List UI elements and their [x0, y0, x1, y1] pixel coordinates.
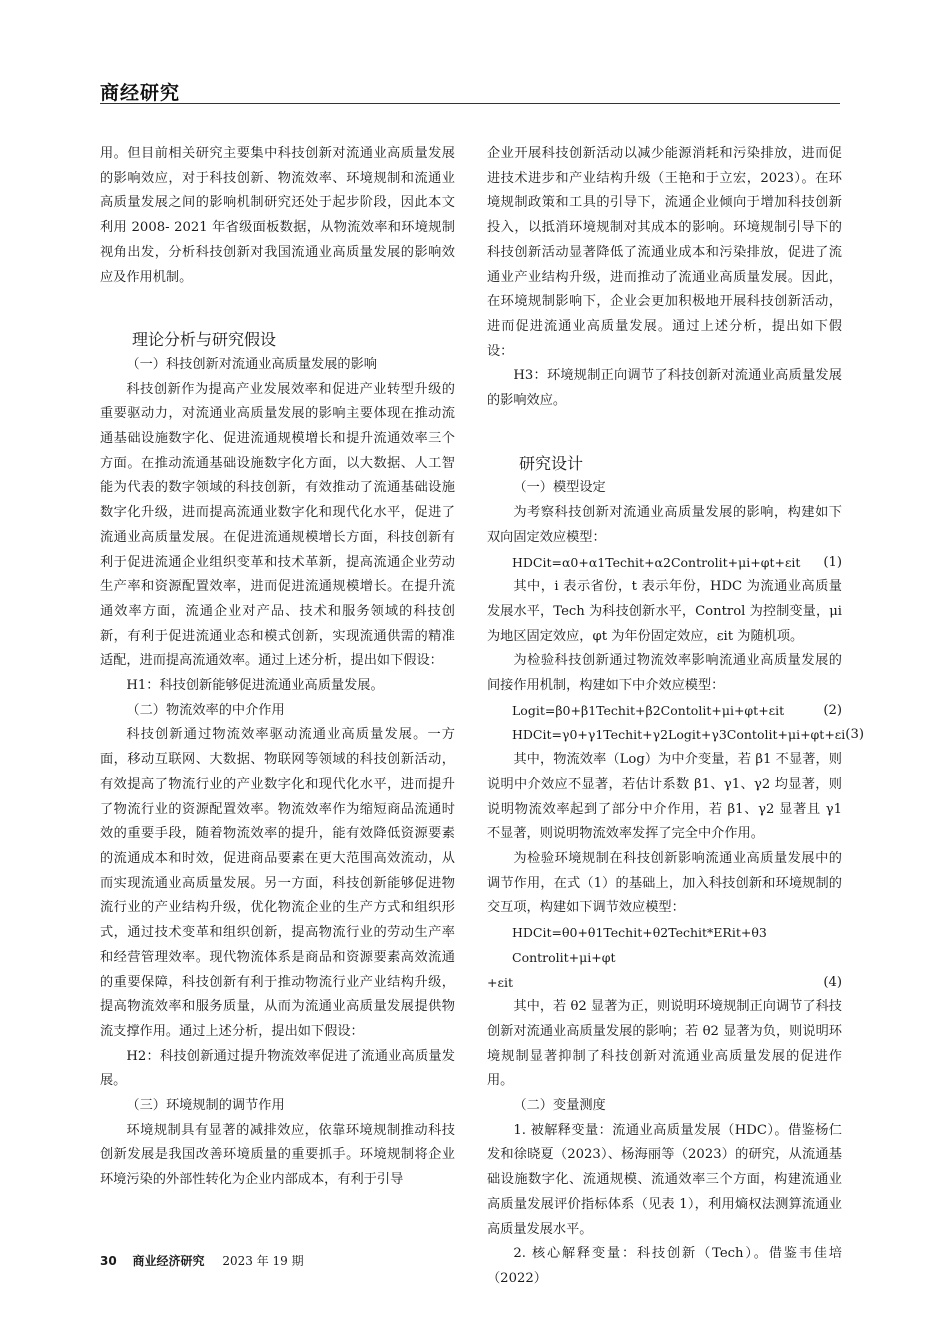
equation-text: Logit=β0+β1Techit+β2Contolit+μi+φt+εit: [512, 702, 785, 718]
hypothesis-h3: H3：环境规制正向调节了科技创新对流通业高质量发展的影响效应。: [487, 368, 842, 409]
equation-3: [487, 723, 864, 748]
body-paragraph: 为考察科技创新对流通业高质量发展的影响，构建如下双向固定效应模型：: [487, 505, 842, 545]
equation-number: (4): [823, 974, 842, 990]
section-heading-theory: 理论分析与研究假设: [132, 330, 277, 350]
subsection-heading-variables: （二）变量测度: [513, 1098, 606, 1114]
body-paragraph: 其中，若 θ2 显著为正，则说明环境规制正向调节了科技创新对流通业高质量发展的影响；若 θ2 显著为负，则说明环境规制显著抑制了科技创新对流通业高质量发展的促进作用。: [487, 999, 842, 1089]
equation-text: HDCit=γ0+γ1Techit+γ2Logit+γ3Contolit+μi+φt+εi: [512, 727, 846, 743]
body-paragraph: 科技创新通过物流效率驱动流通业高质量发展。一方面，移动互联网、大数据、物联网等领域的科技创新活动，有效提高了物流行业的产业数字化和现代化水平，进而提升了物流行业的资源配置效率。物流效率作为缩短商品流通时效的重要手段，随着物流效率的提升，能有效降低资源要素的流通成本和时效，促进商品要素在更大范围高效流动，从而实现流通业高质量发展。另一方面，科技创新能够促进物流行业的产业结构升级，优化物流企业的生产方式和组织形式，通过技术变革和组织创新，提高物流行业的劳动生产率和经营管理效率。现代物流体系是商品和资源要素高效流通的重要保障，科技创新有利于推动物流行业产业结构升级，提高物流效率和服务质量，从而为流通业高质量发展提供物流支撑作用。通过上述分析，提出如下假设：: [100, 727, 455, 1039]
section-heading-design: 研究设计: [519, 453, 584, 473]
body-paragraph: 其中，i 表示省份，t 表示年份，HDC 为流通业高质量发展水平，Tech 为科技创新水平，Control 为控制变量，μi 为地区固定效应，φt 为年份固定效应，εit 为随机项。: [487, 579, 842, 644]
subsection-heading-model: （一）模型设定: [513, 480, 606, 496]
body-paragraph: 为检验科技创新通过物流效率影响流通业高质量发展的间接作用机制，构建如下中介效应模型：: [487, 653, 842, 694]
body-paragraph: 环境规制具有显著的减排效应，依靠环境规制推动科技创新发展是我国改善环境质量的重要抓手。环境规制将企业环境污染的外部性转化为企业内部成本，有利于引导: [100, 1122, 455, 1188]
body-paragraph: 企业开展科技创新活动以减少能源消耗和污染排放，进而促进技术进步和产业结构升级（王艳和于立宏，2023）。在环境规制政策和工具的引导下，流通企业倾向于增加科技创新投入，以抵消环境规制对其成本的影响。环境规制引导下的科技创新活动显著降低了流通业成本和污染排放，促进了流通业产业结构升级，进而推动了流通业高质量发展。因此，在环境规制影响下，企业会更加积极地开展科技创新活动，进而促进流通业高质量发展。通过上述分析，提出如下假设：: [487, 146, 842, 359]
equation-4-continued: [487, 971, 842, 996]
header-divider: [100, 103, 840, 104]
left-column: [100, 142, 455, 1193]
body-paragraph: 科技创新作为提高产业发展效率和促进产业转型升级的重要驱动力，对流通业高质量发展的影响主要体现在推动流通基础设施数字化、促进流通规模增长和提升流通效率三个方面。在推动流通基础设施数字化方面，以大数据、人工智能为代表的数字领域的科技创新，有效推动了流通基础设施数字化升级，进而提高流通业数字化和现代化水平，促进了流通业高质量发展。在促进流通规模增长方面，科技创新有利于促进流通企业组织变革和技术革新，提高流通企业劳动生产率和资源配置效率，进而促进流通规模增长。在提升流通效率方面，流通企业对产品、技术和服务领域的科技创新，有利于促进流通业态和模式创新，实现流通供需的精准适配，进而提高流通效率。通过上述分析，提出如下假设：: [100, 381, 455, 669]
body-paragraph: 1. 被解释变量：流通业高质量发展（HDC）。借鉴杨仁发和徐晓夏（2023）、杨海丽等（2023）的研究，从流通基础设施数字化、流通规模、流通效率三个方面，构建流通业高质量发展评价指标体系（见表 1），利用熵权法测算流通业高质量发展水平。: [487, 1122, 842, 1237]
equation-1: [487, 551, 842, 576]
hypothesis-h2: H2：科技创新通过提升物流效率促进了流通业高质量发展。: [100, 1048, 455, 1089]
equation-text: HDCit=α0+α1Techit+α2Controlit+μi+φt+εit: [512, 554, 801, 570]
page-number: 30: [100, 1254, 117, 1268]
journal-section-title: 商经研究: [100, 82, 181, 104]
journal-name: 商业经济研究: [132, 1254, 205, 1268]
spacer: [100, 290, 455, 328]
subsection-heading-1: （一）科技创新对流通业高质量发展的影响: [126, 356, 377, 372]
issue-label: 2023 年 19 期: [222, 1254, 304, 1268]
right-column: [487, 142, 864, 1292]
spacer: [487, 414, 842, 452]
hypothesis-h1: H1：科技创新能够促进流通业高质量发展。: [126, 678, 384, 694]
equation-4: [487, 921, 842, 970]
subsection-heading-3: （三）环境规制的调节作用: [126, 1098, 285, 1114]
page-footer: [100, 1252, 304, 1269]
equation-number: (2): [823, 702, 842, 718]
body-paragraph: 2. 核心解释变量：科技创新（Tech）。借鉴韦佳培（2022）: [487, 1246, 842, 1286]
equation-text: +εit: [487, 974, 513, 990]
equation-number: (3): [845, 727, 864, 743]
equation-number: (1): [823, 554, 842, 570]
body-paragraph: 其中，物流效率（Log）为中介变量，若 β1 不显著，则说明中介效应不显著，若估计系数 β1、γ1、γ2 均显著，则说明物流效率起到了部分中介作用，若 β1、γ2 显著且 γ1 不显著，则说明物流效率发挥了完全中介作用。: [487, 752, 842, 842]
equation-text: HDCit=θ0+θ1Techit+θ2Techit*ERit+θ3 Controlit+μi+φt: [512, 925, 767, 965]
subsection-heading-2: （二）物流效率的中介作用: [126, 702, 285, 718]
equation-2: [487, 699, 842, 724]
intro-paragraph: 用。但目前相关研究主要集中科技创新对流通业高质量发展的影响效应，对于科技创新、物流效率、环境规制和流通业高质量发展之间的影响机制研究还处于起步阶段，因此本文利用 2008- 2021 年省级面板数据，从物流效率和环境规制视角出发，分析科技创新对我国流通业高质量发展的影响效应及作用机制。: [100, 146, 455, 285]
body-paragraph: 为检验环境规制在科技创新影响流通业高质量发展中的调节作用，在式（1）的基础上，加入科技创新和环境规制的交互项，构建如下调节效应模型：: [487, 850, 842, 916]
